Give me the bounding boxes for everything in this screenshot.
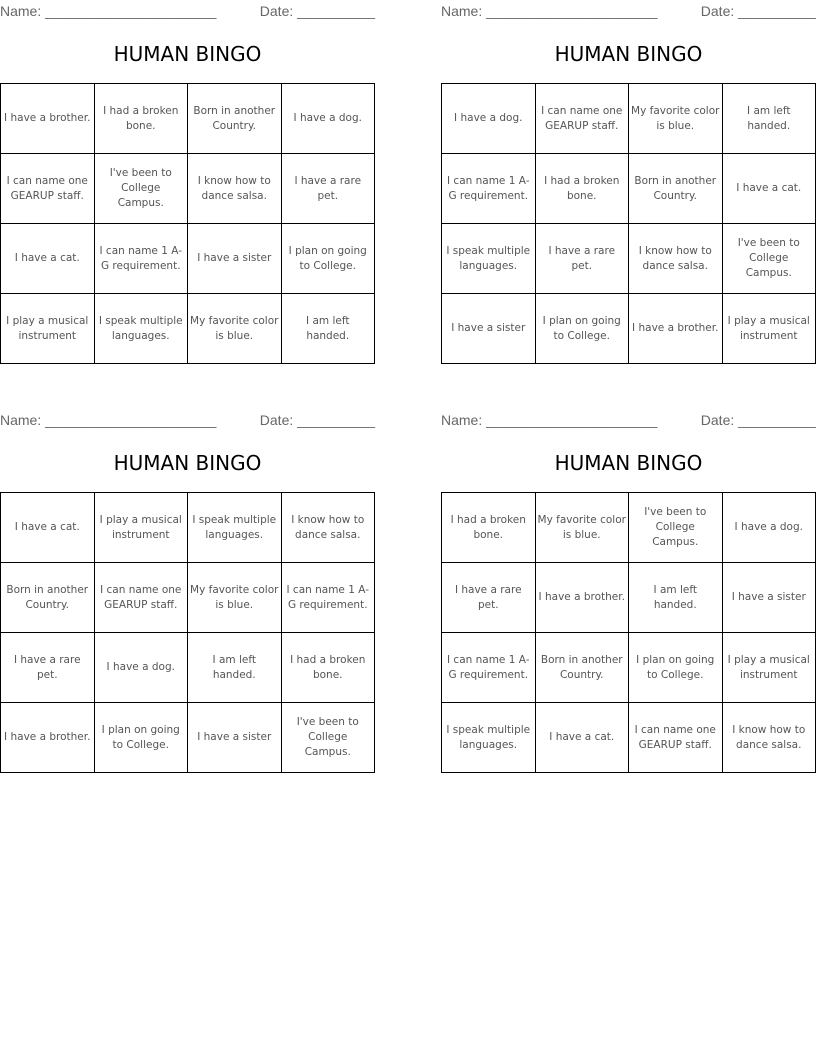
bingo-cell: I have a dog.	[722, 493, 816, 563]
bingo-cell: I have a rare pet.	[281, 154, 375, 224]
header-line	[441, 0, 816, 24]
bingo-cell: I plan on going to College.	[535, 294, 629, 364]
bingo-card	[441, 0, 816, 342]
bingo-cell: I have a brother.	[1, 84, 95, 154]
card-title: HUMAN BINGO	[113, 451, 262, 475]
bingo-cell: I know how to dance salsa.	[629, 224, 723, 294]
bingo-cell: I had a broken bone.	[94, 84, 188, 154]
date-field: Date: __________	[700, 412, 816, 428]
name-field: Name: ______________________	[441, 412, 658, 428]
grid-row	[1, 84, 375, 154]
header-line	[0, 409, 375, 433]
bingo-cell: I am left handed.	[629, 563, 723, 633]
bingo-cell: I have a rare pet.	[442, 563, 536, 633]
bingo-cell: I am left handed.	[188, 633, 282, 703]
grid-row	[1, 493, 375, 563]
grid-row	[1, 224, 375, 294]
grid-row	[1, 294, 375, 364]
bingo-cell: I've been to College Campus.	[722, 224, 816, 294]
bingo-cell: Born in another Country.	[188, 84, 282, 154]
bingo-cell: I plan on going to College.	[281, 224, 375, 294]
grid-row	[442, 633, 816, 703]
bingo-cell: I have a rare pet.	[1, 633, 95, 703]
bingo-cell: I am left handed.	[722, 84, 816, 154]
bingo-grid	[441, 83, 816, 364]
header-line	[441, 409, 816, 433]
bingo-cell: I play a musical instrument	[722, 633, 816, 703]
bingo-cell: My favorite color is blue.	[629, 84, 723, 154]
grid-row	[442, 154, 816, 224]
name-field: Name: ______________________	[0, 412, 217, 428]
bingo-cell: I have a cat.	[1, 493, 95, 563]
bingo-cell: I can name one GEARUP staff.	[94, 563, 188, 633]
bingo-cell: I speak multiple languages.	[188, 493, 282, 563]
bingo-cell: I know how to dance salsa.	[281, 493, 375, 563]
grid-row	[442, 224, 816, 294]
bingo-cell: I have a cat.	[722, 154, 816, 224]
card-title: HUMAN BINGO	[554, 451, 703, 475]
bingo-cell: I play a musical instrument	[1, 294, 95, 364]
grid-row	[1, 563, 375, 633]
bingo-cell: I can name 1 A-G requirement.	[281, 563, 375, 633]
bingo-grid	[441, 492, 816, 773]
bingo-cell: I plan on going to College.	[94, 703, 188, 773]
bingo-cell: I have a brother.	[629, 294, 723, 364]
bingo-cell: I speak multiple languages.	[94, 294, 188, 364]
date-field: Date: __________	[700, 3, 816, 19]
bingo-card	[0, 0, 375, 342]
bingo-card	[441, 409, 816, 751]
bingo-cell: I can name one GEARUP staff.	[1, 154, 95, 224]
header-line	[0, 0, 375, 24]
bingo-cell: I had a broken bone.	[281, 633, 375, 703]
bingo-cell: Born in another Country.	[1, 563, 95, 633]
bingo-cell: My favorite color is blue.	[535, 493, 629, 563]
bingo-cell: My favorite color is blue.	[188, 563, 282, 633]
bingo-cell: I speak multiple languages.	[442, 703, 536, 773]
bingo-cell: I can name one GEARUP staff.	[535, 84, 629, 154]
bingo-cell: I can name 1 A-G requirement.	[442, 633, 536, 703]
bingo-cell: I have a dog.	[442, 84, 536, 154]
card-title: HUMAN BINGO	[113, 42, 262, 66]
bingo-cell: I have a cat.	[535, 703, 629, 773]
bingo-cell: I plan on going to College.	[629, 633, 723, 703]
bingo-cell: I have a dog.	[94, 633, 188, 703]
bingo-grid	[0, 492, 375, 773]
grid-row	[442, 294, 816, 364]
bingo-cell: I have a brother.	[1, 703, 95, 773]
bingo-cell: I had a broken bone.	[535, 154, 629, 224]
grid-row	[442, 703, 816, 773]
bingo-cell: Born in another Country.	[629, 154, 723, 224]
bingo-cell: I've been to College Campus.	[281, 703, 375, 773]
bingo-cell: My favorite color is blue.	[188, 294, 282, 364]
grid-row	[1, 703, 375, 773]
bingo-cell: I have a sister	[722, 563, 816, 633]
bingo-cell: I play a musical instrument	[722, 294, 816, 364]
bingo-cell: I've been to College Campus.	[629, 493, 723, 563]
grid-row	[442, 563, 816, 633]
grid-row	[442, 84, 816, 154]
card-title: HUMAN BINGO	[554, 42, 703, 66]
name-field: Name: ______________________	[0, 3, 217, 19]
bingo-cell: I had a broken bone.	[442, 493, 536, 563]
bingo-cell: Born in another Country.	[535, 633, 629, 703]
bingo-cell: I've been to College Campus.	[94, 154, 188, 224]
bingo-cell: I have a sister	[188, 703, 282, 773]
bingo-cell: I have a sister	[188, 224, 282, 294]
bingo-card	[0, 409, 375, 758]
bingo-grid	[0, 83, 375, 364]
bingo-cell: I can name one GEARUP staff.	[629, 703, 723, 773]
bingo-cell: I have a dog.	[281, 84, 375, 154]
grid-row	[1, 154, 375, 224]
bingo-cell: I speak multiple languages.	[442, 224, 536, 294]
bingo-cell: I have a sister	[442, 294, 536, 364]
grid-row	[442, 493, 816, 563]
name-field: Name: ______________________	[441, 3, 658, 19]
bingo-cell: I have a cat.	[1, 224, 95, 294]
bingo-cell: I can name 1 A-G requirement.	[442, 154, 536, 224]
bingo-cell: I am left handed.	[281, 294, 375, 364]
grid-row	[1, 633, 375, 703]
date-field: Date: __________	[259, 412, 375, 428]
bingo-cell: I know how to dance salsa.	[188, 154, 282, 224]
date-field: Date: __________	[259, 3, 375, 19]
bingo-cell: I play a musical instrument	[94, 493, 188, 563]
bingo-cell: I have a brother.	[535, 563, 629, 633]
bingo-cell: I know how to dance salsa.	[722, 703, 816, 773]
bingo-cell: I have a rare pet.	[535, 224, 629, 294]
bingo-cell: I can name 1 A-G requirement.	[94, 224, 188, 294]
